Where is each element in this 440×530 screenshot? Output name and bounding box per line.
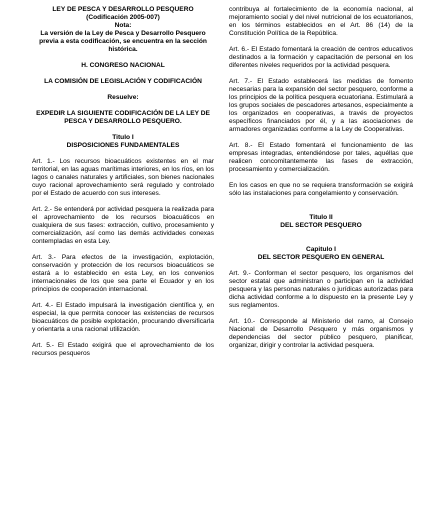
congress-heading: H. CONGRESO NACIONAL [81, 62, 165, 69]
article-7: Art. 7.- El Estado establecerá las medidas de fomento necesarias para la expansión del sector pesquero, conforme a los principios de la política pesquera ecuatoriana. Estimulará a los grupos sociales de pescadores artesanos, especialmente a los organizados en cooperativas, a través de proyectos específicos financiados por él, y a las asociaciones de armadores organizadas conforme a la Ley de Cooperativas. [229, 78, 413, 133]
article-4: Art. 4.- El Estado impulsará la investigación científica y, en especial, la que permita conocer las existencias de recursos bioacuáticos de posible explotación, procurando diversificarla y orientarla a una racional utilización. [32, 302, 214, 333]
article-10: Art. 10.- Corresponde al Ministerio del ramo, al Consejo Nacional de Desarrollo Pesquero y más organismos y dependencias del sector público pesquero, planificar, organizar, dirigir y controlar la actividad pesquera. [229, 318, 413, 349]
codification-label: (Codificación 2005-007) [86, 14, 160, 21]
law-title: LEY DE PESCA Y DESARROLLO PESQUERO [52, 6, 194, 13]
article-6: Art. 6.- El Estado fomentará la creación de centros educativos destinados a la formación y capacitación de personal en los diferentes niveles requeridos por la actividad pesquera. [229, 46, 413, 69]
article-3: Art. 3.- Para efectos de la investigación, explotación, conservación y protección de los recursos bioacuáticos se estará a lo establecido en esta Ley, en los convenios internacionales de los que sea parte el Ecuador y en los principios de cooperación internacional. [32, 254, 214, 293]
article-8: Art. 8.- El Estado fomentará el funcionamiento de las empresas integradas, entendiéndose por tales, aquéllas que realicen concomitantemente las fases de extracción, procesamiento y comercialización. [229, 142, 413, 173]
title-2-subheading: DEL SECTOR PESQUERO [280, 222, 362, 229]
resolves-label: Resuelve: [107, 94, 139, 101]
title-1-subheading: DISPOSICIONES FUNDAMENTALES [66, 142, 180, 149]
article-5-continuation: contribuya al fortalecimiento de la economía nacional, al mejoramiento social y del nivel nutricional de los ecuatorianos, en los términos establecidos en el Art. 86 (14) de la Constitución Política de la República. [229, 6, 413, 37]
article-1: Art. 1.- Los recursos bioacuáticos existentes en el mar territorial, en las aguas marítimas interiores, en los ríos, en los lagos o canales naturales y artificiales, son bienes nacionales cuyo racional aprovechamiento será regulado y controlado por el Estado de acuerdo con sus intereses. [32, 158, 214, 197]
title-1-heading: Titulo I [112, 134, 134, 141]
note-label: Nota: [114, 22, 132, 29]
left-column [32, 6, 214, 358]
chapter-1-subheading: DEL SECTOR PESQUERO EN GENERAL [257, 254, 385, 261]
article-8-paragraph: En los casos en que no se requiera transformación se exigirá sólo las instalaciones para congelamiento y conservación. [229, 182, 413, 197]
article-9: Art. 9.- Conforman el sector pesquero, los organismos del sector estatal que administran o participan en la actividad pesquera y las personas naturales o jurídicas autorizadas para dicha actividad conforme a lo dispuesto en la presente Ley y sus reglamentos. [229, 270, 413, 309]
right-column [229, 6, 413, 350]
expedite-text: EXPEDIR LA SIGUIENTE CODIFICACIÓN DE LA LEY DE PESCA Y DESARROLLO PESQUERO. [36, 110, 210, 125]
article-2: Art. 2.- Se entenderá por actividad pesquera la realizada para el aprovechamiento de los recursos bioacuáticos en cualquiera de sus fases: extracción, cultivo, procesamiento y comercialización, así como las demás actividades conexas contempladas en esta Ley. [32, 206, 214, 245]
commission-heading: LA COMISIÓN DE LEGISLACIÓN Y CODIFICACIÓN [44, 78, 202, 85]
title-2-heading: Titulo II [309, 214, 333, 221]
note-text: La versión de la Ley de Pesca y Desarrollo Pesquero previa a esta codificación, se encuentra en la sección histórica. [39, 30, 207, 53]
article-5: Art. 5.- El Estado exigirá que el aprovechamiento de los recursos pesqueros [32, 342, 214, 357]
chapter-1-heading: Capitulo I [305, 246, 337, 253]
